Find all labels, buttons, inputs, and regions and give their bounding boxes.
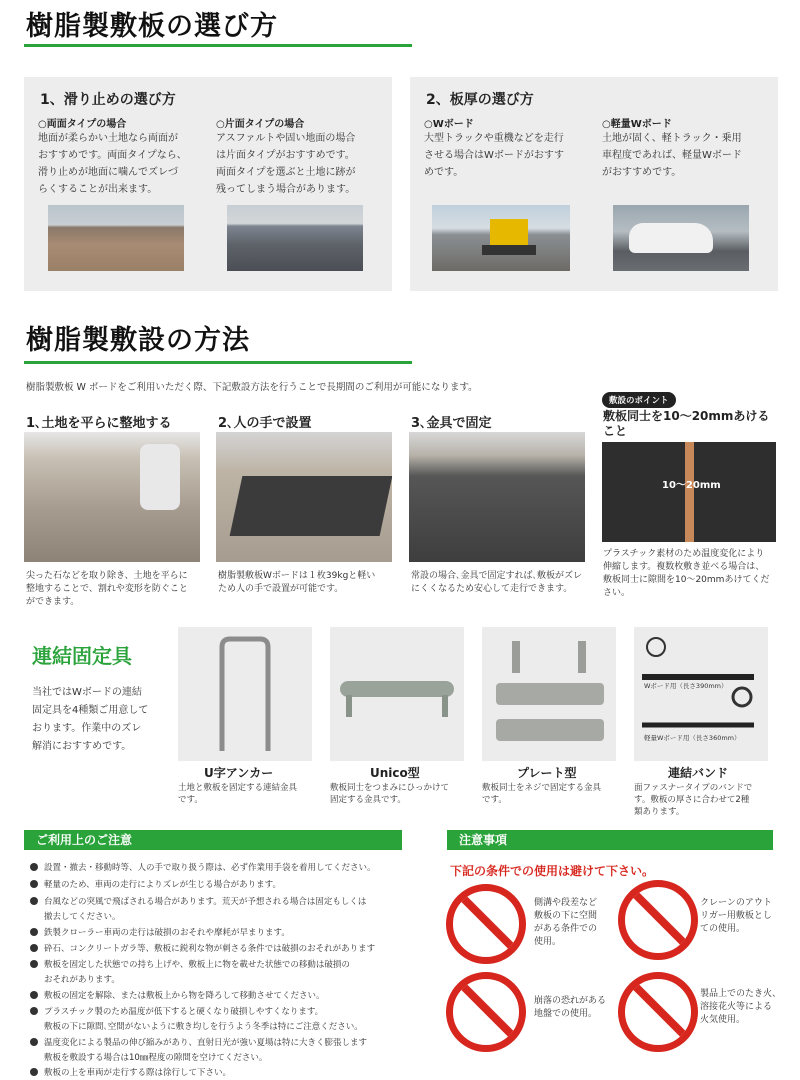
- light-w-board-heading: ○軽量Wボード: [602, 119, 672, 130]
- gap-label: 10～20mm: [662, 480, 721, 491]
- single-sided-heading: ○片面タイプの場合: [216, 119, 305, 130]
- note-item: 敷板の上を車両が走行する際は徐行して下さい。: [30, 1066, 231, 1080]
- note-item: 台風などの突風で飛ばされる場合があります。荒天が予想される場合は固定もしくは: [30, 895, 366, 909]
- unico-image: [330, 627, 464, 761]
- double-sided-heading: ○両面タイプの場合: [38, 119, 127, 130]
- prohibited-gap-text: 側溝や段差など 敷板の下に空間 がある条件での 使用。: [534, 898, 598, 947]
- point-caption: プラスチック素材のため温度変化により 伸縮します。複数枚敷き並べる場合は、 敷板同士に隙間を10～20mmあけてくだ さい。: [603, 549, 770, 598]
- excavator-shape: [490, 219, 528, 247]
- car-body: [629, 223, 713, 253]
- single-sided-text: アスファルトや固い地面の場合 は片面タイプがおすすめです。 両面タイプを選ぶと土地に跡が 残ってしまう場合があります。: [216, 133, 356, 195]
- product-name-plate: プレート型: [517, 766, 577, 780]
- installation-intro: 樹脂製敷板 W ボードをご利用いただく際、下記敷設方法を行うことで長期間のご利用が可能になります。: [26, 382, 478, 393]
- note-item: 砕石、コンクリートガラ等、敷板に鋭利な物が刺さる条件では破損のおそれがあります: [30, 942, 375, 956]
- product-desc-unico: 敷板同士をつまみにひっかけて 固定する金具です。: [330, 783, 450, 805]
- plate-icon: [482, 627, 616, 761]
- step-2-caption: 樹脂製敷板Wボードは１枚39kgと軽い ため人の手で設置が可能です。: [218, 571, 376, 594]
- note-item: おそれがあります。: [44, 975, 120, 985]
- band-label-2: 軽量Wボード用（長さ360mm）: [644, 734, 741, 742]
- caution-header: 注意事項: [447, 830, 773, 850]
- step-2-title: 2､人の手で設置: [218, 416, 312, 431]
- section-title-installation: 樹脂製敷設の方法: [26, 325, 250, 356]
- title-underline: [24, 361, 412, 364]
- step-1-title: 1､土地を平らに整地する: [26, 416, 172, 431]
- step-2-photo: [216, 432, 392, 562]
- title-underline: [24, 44, 412, 47]
- excavator-track: [482, 245, 536, 255]
- fastener-title: 連結固定具: [32, 644, 132, 668]
- light-w-board-text: 土地が固く、軽トラック・乗用 車程度であれば、軽量Wボード がおすすめです。: [602, 133, 742, 178]
- unico-icon: [330, 627, 464, 761]
- prohibited-crane-icon: [618, 880, 698, 960]
- note-item: 軽量のため、車両の走行によりズレが生じる場合があります。: [30, 878, 281, 892]
- step-1-caption: 尖った石などを取り除き、土地を平らに 整地することで、割れや変形を防ぐこと ができます。: [26, 571, 188, 607]
- thickness-selection-title: 2、板厚の選び方: [426, 92, 534, 108]
- fastener-text: 当社ではWボードの連結 固定具を4種類ご用意して おります。作業中のズレ 解消におすすめです。: [32, 687, 149, 752]
- slip-selection-title: 1、滑り止めの選び方: [40, 92, 176, 108]
- prohibited-gap-icon: [446, 884, 526, 964]
- step-3-caption: 常設の場合､金具で固定すれば､敷板がズレ にくくなるため安心して走行できます。: [411, 571, 583, 594]
- point-badge: 敷設のポイント: [602, 392, 676, 408]
- product-name-u-anchor: U字アンカー: [204, 766, 274, 780]
- prohibited-collapse-icon: [446, 972, 526, 1052]
- usage-notes-header: ご利用上のご注意: [24, 830, 402, 850]
- point-title: 敷板同士を10～20mmあける こと: [603, 409, 770, 438]
- section-title-selection: 樹脂製敷板の選び方: [26, 11, 278, 42]
- note-item: 敷板を敷設する場合は10㎜程度の隙間を空けてください。: [44, 1053, 268, 1063]
- note-item: 撤去してください。: [44, 912, 121, 922]
- u-anchor-image: [178, 627, 312, 761]
- product-desc-u-anchor: 土地と敷板を固定する連結金具 です。: [178, 783, 298, 805]
- prohibited-fire-text: 製品上でのたき火、 溶接花火等による 火気使用。: [700, 989, 782, 1025]
- step-1-photo: [24, 432, 200, 562]
- note-item: 敷板の固定を解除、または敷板上から物を降ろして移動させてください。: [30, 989, 325, 1003]
- worker-figure: [140, 444, 180, 510]
- prohibited-crane-text: クレーンのアウト リガー用敷板とし ての使用。: [700, 898, 772, 934]
- caution-subtitle: 下記の条件での使用は避けて下さい。: [450, 864, 655, 878]
- note-item: 設置・撤去・移動時等、人の手で取り扱う際は、必ず作業用手袋を着用してください。: [30, 861, 376, 875]
- note-item: 鉄製クローラー車両の走行は破損のおそれや摩耗が早まります。: [30, 926, 290, 940]
- asphalt-photo: [227, 205, 363, 271]
- band-image: [634, 627, 768, 761]
- gap-rod: [685, 442, 694, 542]
- note-item: プラスチック製のため温度が低下すると硬くなり破損しやすくなります。: [30, 1005, 323, 1019]
- plate-image: [482, 627, 616, 761]
- w-board-text: 大型トラックや重機などを走行 させる場合はWボードがおすす めです。: [424, 133, 564, 178]
- soft-ground-photo: [48, 205, 184, 271]
- mat-shape: [230, 476, 392, 536]
- thickness-selection-panel: [410, 77, 778, 291]
- double-sided-text: 地面が柔らかい土地なら両面が おすすめです。両面タイプなら、 滑り止めが地面に噛んでズレづ らくすることが出来ます。: [38, 133, 187, 195]
- product-name-band: 連結バンド: [668, 766, 729, 780]
- w-board-heading: ○Wボード: [424, 119, 474, 130]
- prohibited-fire-icon: [618, 972, 698, 1052]
- prohibited-collapse-text: 崩落の恐れがある 地盤での使用。: [534, 996, 607, 1019]
- excavator-photo: [432, 205, 570, 271]
- product-desc-plate: 敷板同士をネジで固定する金具 です。: [482, 783, 602, 805]
- product-desc-band: 面ファスナータイプのバンドで す。敷板の厚さに合わせて2種 類あります。: [634, 783, 753, 817]
- band-label-1: Wボード用（長さ390mm）: [644, 682, 728, 690]
- step-3-photo: [409, 432, 585, 562]
- slip-selection-panel: [24, 77, 392, 291]
- u-anchor-icon: [178, 627, 312, 761]
- note-item: 敷板の下に隙間､空間がないように敷き均しを行うよう冬季は特にご注意ください。: [44, 1022, 363, 1032]
- gap-photo: [602, 442, 776, 542]
- step-3-title: 3､金具で固定: [411, 416, 492, 431]
- note-item: 敷板を固定した状態での持ち上げや、敷板上に物を載せた状態での移動は破損の: [30, 958, 350, 972]
- car-photo: [613, 205, 749, 271]
- product-name-unico: Unico型: [370, 766, 420, 780]
- note-item: 温度変化による製品の伸び縮みがあり、直射日光が強い夏場は特に大きく膨張します: [30, 1036, 367, 1050]
